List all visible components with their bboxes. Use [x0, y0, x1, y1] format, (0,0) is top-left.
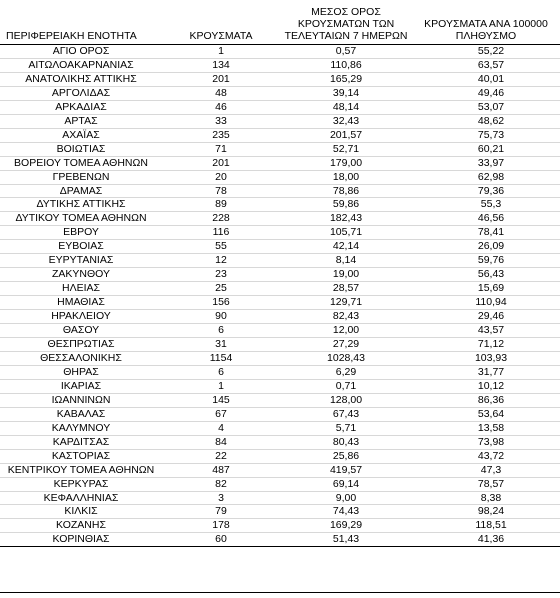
table-row — [0, 254, 560, 268]
cell-cases: 20 — [162, 170, 280, 184]
cell-regional-unit: ΔΥΤΙΚΟΥ ΤΟΜΕΑ ΑΘΗΝΩΝ — [0, 212, 162, 226]
cell-regional-unit: ΗΡΑΚΛΕΙΟΥ — [0, 310, 162, 324]
cell-cases-per-100000: 98,24 — [412, 505, 560, 519]
cell-cases-per-100000: 118,51 — [412, 519, 560, 533]
cell-cases: 33 — [162, 114, 280, 128]
cell-cases: 71 — [162, 142, 280, 156]
cell-cases-per-100000: 110,94 — [412, 296, 560, 310]
cell-cases: 145 — [162, 393, 280, 407]
table-row — [0, 491, 560, 505]
table-row — [0, 226, 560, 240]
cell-cases-per-100000: 63,57 — [412, 58, 560, 72]
cell-cases: 82 — [162, 477, 280, 491]
table-row — [0, 449, 560, 463]
table-row — [0, 128, 560, 142]
cell-cases: 4 — [162, 421, 280, 435]
table-row — [0, 212, 560, 226]
table-row — [0, 505, 560, 519]
cell-regional-unit: ΙΩΑΝΝΙΝΩΝ — [0, 393, 162, 407]
cell-cases-per-100000: 71,12 — [412, 338, 560, 352]
cell-7day-average: 0,71 — [280, 379, 412, 393]
cell-cases-per-100000: 78,41 — [412, 226, 560, 240]
cell-regional-unit: ΚΙΛΚΙΣ — [0, 505, 162, 519]
cell-cases-per-100000: 75,73 — [412, 128, 560, 142]
cell-7day-average: 169,29 — [280, 519, 412, 533]
cell-cases-per-100000: 73,98 — [412, 435, 560, 449]
cell-cases: 201 — [162, 72, 280, 86]
cell-cases-per-100000: 59,76 — [412, 254, 560, 268]
header-cases: ΚΡΟΥΣΜΑΤΑ — [162, 6, 280, 45]
cell-cases: 67 — [162, 407, 280, 421]
cell-cases-per-100000: 15,69 — [412, 282, 560, 296]
cell-regional-unit: ΚΕΦΑΛΛΗΝΙΑΣ — [0, 491, 162, 505]
table-row — [0, 240, 560, 254]
cell-regional-unit: ΑΡΓΟΛΙΔΑΣ — [0, 86, 162, 100]
table-row — [0, 156, 560, 170]
cell-cases: 90 — [162, 310, 280, 324]
cell-regional-unit: ΕΥΡΥΤΑΝΙΑΣ — [0, 254, 162, 268]
cell-cases: 134 — [162, 58, 280, 72]
cell-cases-per-100000: 55,3 — [412, 198, 560, 212]
cell-7day-average: 39,14 — [280, 86, 412, 100]
cell-7day-average: 128,00 — [280, 393, 412, 407]
cell-regional-unit: ΘΗΡΑΣ — [0, 365, 162, 379]
cell-cases-per-100000: 53,64 — [412, 407, 560, 421]
cell-regional-unit: ΓΡΕΒΕΝΩΝ — [0, 170, 162, 184]
table-row — [0, 296, 560, 310]
cell-regional-unit: ΕΥΒΟΙΑΣ — [0, 240, 162, 254]
header-7day-average: ΜΕΣΟΣ ΟΡΟΣ ΚΡΟΥΣΜΑΤΩΝ ΤΩΝ ΤΕΛΕΥΤΑΙΩΝ 7 ΗΜΕΡΩΝ — [280, 6, 412, 45]
cell-cases-per-100000: 62,98 — [412, 170, 560, 184]
table-row — [0, 435, 560, 449]
cell-cases-per-100000: 13,58 — [412, 421, 560, 435]
cell-regional-unit: ΚΑΣΤΟΡΙΑΣ — [0, 449, 162, 463]
table-row — [0, 477, 560, 491]
table-row — [0, 324, 560, 338]
cell-regional-unit: ΗΜΑΘΙΑΣ — [0, 296, 162, 310]
table-row — [0, 198, 560, 212]
cell-cases: 84 — [162, 435, 280, 449]
cell-7day-average: 51,43 — [280, 533, 412, 547]
cell-regional-unit: ΖΑΚΥΝΘΟΥ — [0, 268, 162, 282]
cell-cases: 55 — [162, 240, 280, 254]
cell-7day-average: 179,00 — [280, 156, 412, 170]
cell-regional-unit: ΕΒΡΟΥ — [0, 226, 162, 240]
cell-7day-average: 67,43 — [280, 407, 412, 421]
cell-cases: 1 — [162, 379, 280, 393]
cell-cases: 6 — [162, 365, 280, 379]
table-row — [0, 393, 560, 407]
cell-7day-average: 78,86 — [280, 184, 412, 198]
cell-cases: 178 — [162, 519, 280, 533]
cell-cases-per-100000: 53,07 — [412, 100, 560, 114]
cell-7day-average: 419,57 — [280, 463, 412, 477]
cell-cases-per-100000: 10,12 — [412, 379, 560, 393]
cell-7day-average: 28,57 — [280, 282, 412, 296]
cell-7day-average: 52,71 — [280, 142, 412, 156]
cell-cases-per-100000: 31,77 — [412, 365, 560, 379]
cell-cases-per-100000: 49,46 — [412, 86, 560, 100]
cell-7day-average: 82,43 — [280, 310, 412, 324]
cell-cases: 6 — [162, 324, 280, 338]
cell-cases-per-100000: 79,36 — [412, 184, 560, 198]
cell-cases: 201 — [162, 156, 280, 170]
cell-regional-unit: ΑΡΚΑΔΙΑΣ — [0, 100, 162, 114]
cell-regional-unit: ΔΥΤΙΚΗΣ ΑΤΤΙΚΗΣ — [0, 198, 162, 212]
cell-cases: 25 — [162, 282, 280, 296]
cell-cases: 31 — [162, 338, 280, 352]
cell-7day-average: 105,71 — [280, 226, 412, 240]
table-row — [0, 519, 560, 533]
table-row — [0, 282, 560, 296]
table-row — [0, 407, 560, 421]
table-row — [0, 310, 560, 324]
cell-7day-average: 19,00 — [280, 268, 412, 282]
cell-cases-per-100000: 33,97 — [412, 156, 560, 170]
cell-cases-per-100000: 78,57 — [412, 477, 560, 491]
header-row — [0, 6, 560, 45]
cell-7day-average: 129,71 — [280, 296, 412, 310]
cell-7day-average: 9,00 — [280, 491, 412, 505]
cell-cases-per-100000: 103,93 — [412, 351, 560, 365]
cell-cases: 235 — [162, 128, 280, 142]
cell-regional-unit: ΒΟΙΩΤΙΑΣ — [0, 142, 162, 156]
cell-7day-average: 18,00 — [280, 170, 412, 184]
cell-7day-average: 59,86 — [280, 198, 412, 212]
cell-regional-unit: ΘΕΣΠΡΩΤΙΑΣ — [0, 338, 162, 352]
cell-cases: 1154 — [162, 351, 280, 365]
cell-cases-per-100000: 40,01 — [412, 72, 560, 86]
cell-7day-average: 48,14 — [280, 100, 412, 114]
cell-7day-average: 12,00 — [280, 324, 412, 338]
table-row — [0, 86, 560, 100]
cell-cases-per-100000: 55,22 — [412, 45, 560, 59]
cell-cases-per-100000: 46,56 — [412, 212, 560, 226]
cell-regional-unit: ΙΚΑΡΙΑΣ — [0, 379, 162, 393]
cell-regional-unit: ΚΑΛΥΜΝΟΥ — [0, 421, 162, 435]
cell-cases: 48 — [162, 86, 280, 100]
table-row — [0, 170, 560, 184]
table-row — [0, 338, 560, 352]
cell-regional-unit: ΚΟΖΑΝΗΣ — [0, 519, 162, 533]
cell-7day-average: 69,14 — [280, 477, 412, 491]
cell-cases-per-100000: 8,38 — [412, 491, 560, 505]
cell-7day-average: 182,43 — [280, 212, 412, 226]
cell-7day-average: 165,29 — [280, 72, 412, 86]
header-cases-per-100000: ΚΡΟΥΣΜΑΤΑ ΑΝΑ 100000 ΠΛΗΘΥΣΜΟ — [412, 6, 560, 45]
cell-cases-per-100000: 26,09 — [412, 240, 560, 254]
cases-table — [0, 6, 560, 547]
cell-regional-unit: ΚΑΡΔΙΤΣΑΣ — [0, 435, 162, 449]
cell-cases-per-100000: 60,21 — [412, 142, 560, 156]
cell-cases-per-100000: 43,57 — [412, 324, 560, 338]
cell-cases-per-100000: 56,43 — [412, 268, 560, 282]
cell-cases: 116 — [162, 226, 280, 240]
cell-cases-per-100000: 47,3 — [412, 463, 560, 477]
cell-regional-unit: ΑΝΑΤΟΛΙΚΗΣ ΑΤΤΙΚΗΣ — [0, 72, 162, 86]
cell-cases: 487 — [162, 463, 280, 477]
cell-7day-average: 201,57 — [280, 128, 412, 142]
cell-cases-per-100000: 29,46 — [412, 310, 560, 324]
cell-cases: 3 — [162, 491, 280, 505]
cell-7day-average: 5,71 — [280, 421, 412, 435]
cell-regional-unit: ΑΧΑΪΑΣ — [0, 128, 162, 142]
cell-7day-average: 0,57 — [280, 45, 412, 59]
cell-regional-unit: ΚΟΡΙΝΘΙΑΣ — [0, 533, 162, 547]
cell-regional-unit: ΑΙΤΩΛΟΑΚΑΡΝΑΝΙΑΣ — [0, 58, 162, 72]
table-row — [0, 58, 560, 72]
table-row — [0, 351, 560, 365]
table-row — [0, 114, 560, 128]
cell-regional-unit: ΔΡΑΜΑΣ — [0, 184, 162, 198]
cell-cases: 79 — [162, 505, 280, 519]
cell-cases-per-100000: 43,72 — [412, 449, 560, 463]
cell-7day-average: 8,14 — [280, 254, 412, 268]
cell-regional-unit: ΘΑΣΟΥ — [0, 324, 162, 338]
table-body — [0, 45, 560, 547]
cell-regional-unit: ΘΕΣΣΑΛΟΝΙΚΗΣ — [0, 351, 162, 365]
cell-7day-average: 32,43 — [280, 114, 412, 128]
cell-7day-average: 25,86 — [280, 449, 412, 463]
cell-regional-unit: ΚΕΝΤΡΙΚΟΥ ΤΟΜΕΑ ΑΘΗΝΩΝ — [0, 463, 162, 477]
cell-7day-average: 1028,43 — [280, 351, 412, 365]
table-row — [0, 45, 560, 59]
cell-cases: 156 — [162, 296, 280, 310]
cell-regional-unit: ΚΕΡΚΥΡΑΣ — [0, 477, 162, 491]
table-header — [0, 6, 560, 45]
table-row — [0, 142, 560, 156]
table-row — [0, 365, 560, 379]
cell-cases: 89 — [162, 198, 280, 212]
cell-cases: 228 — [162, 212, 280, 226]
cell-cases: 12 — [162, 254, 280, 268]
cell-regional-unit: ΗΛΕΙΑΣ — [0, 282, 162, 296]
table-row — [0, 72, 560, 86]
cell-cases: 46 — [162, 100, 280, 114]
cell-regional-unit: ΒΟΡΕΙΟΥ ΤΟΜΕΑ ΑΘΗΝΩΝ — [0, 156, 162, 170]
cell-regional-unit: ΚΑΒΑΛΑΣ — [0, 407, 162, 421]
cell-cases-per-100000: 86,36 — [412, 393, 560, 407]
table-row — [0, 379, 560, 393]
cell-cases: 23 — [162, 268, 280, 282]
cell-cases-per-100000: 41,36 — [412, 533, 560, 547]
cell-cases: 1 — [162, 45, 280, 59]
cell-7day-average: 74,43 — [280, 505, 412, 519]
table-row — [0, 533, 560, 547]
header-regional-unit: ΠΕΡΙΦΕΡΕΙΑΚΗ ΕΝΟΤΗΤΑ — [0, 6, 162, 45]
cell-regional-unit: ΑΡΤΑΣ — [0, 114, 162, 128]
cell-7day-average: 6,29 — [280, 365, 412, 379]
table-row — [0, 100, 560, 114]
cell-regional-unit: ΑΓΙΟ ΟΡΟΣ — [0, 45, 162, 59]
cell-7day-average: 42,14 — [280, 240, 412, 254]
cell-7day-average: 80,43 — [280, 435, 412, 449]
table-row — [0, 184, 560, 198]
cell-cases: 60 — [162, 533, 280, 547]
cell-7day-average: 27,29 — [280, 338, 412, 352]
table-row — [0, 463, 560, 477]
cell-7day-average: 110,86 — [280, 58, 412, 72]
table-row — [0, 421, 560, 435]
cell-cases: 78 — [162, 184, 280, 198]
cell-cases: 22 — [162, 449, 280, 463]
cell-cases-per-100000: 48,62 — [412, 114, 560, 128]
table-row — [0, 268, 560, 282]
bottom-divider — [0, 592, 560, 593]
